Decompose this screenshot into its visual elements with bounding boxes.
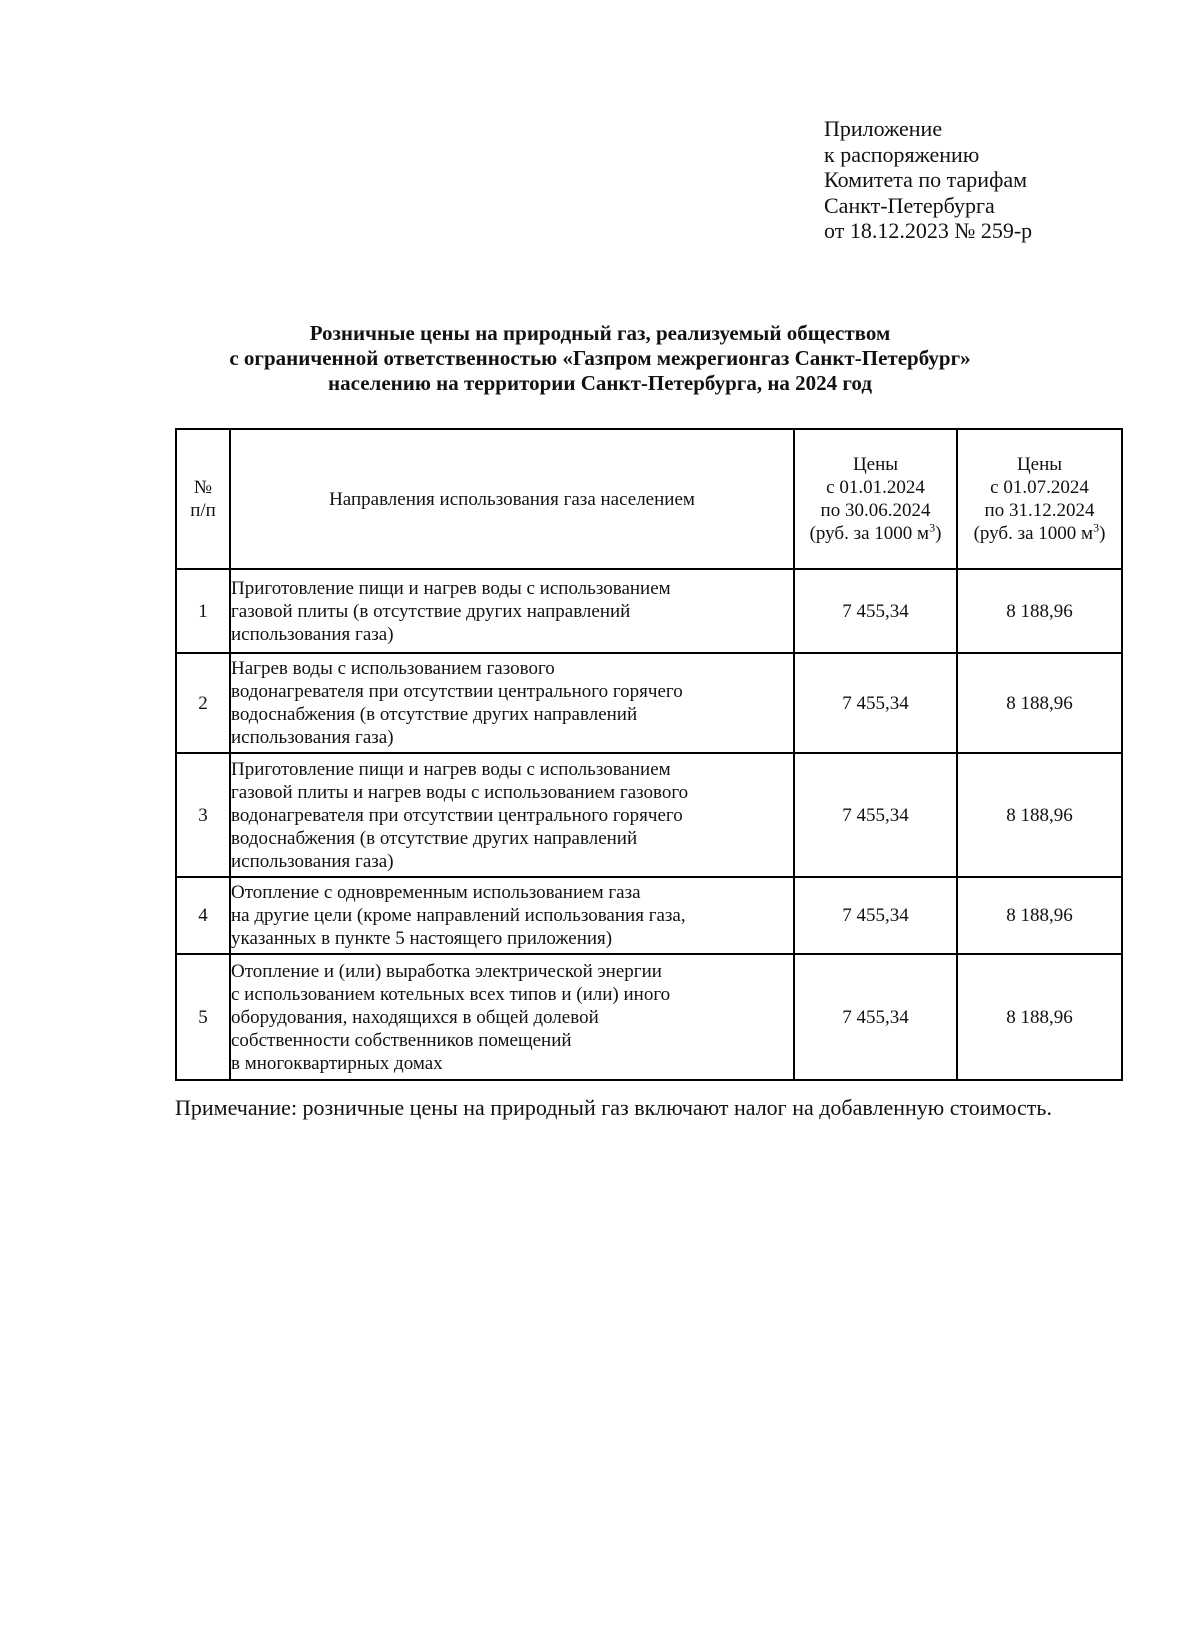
header-price-unit: [958, 522, 1121, 545]
row-description: [230, 877, 794, 954]
desc-line: Приготовление пищи и нагрев воды с использованием: [231, 758, 671, 780]
desc-line: водонагревателя при отсутствии центрального горячего: [231, 804, 683, 826]
row-number: 2: [176, 653, 230, 753]
table-row: [176, 877, 1122, 954]
row-price-first-half: 7 455,34: [794, 954, 957, 1080]
table-row: [176, 569, 1122, 653]
header-price-line: по 31.12.2024: [984, 500, 1095, 521]
appendix-block: [824, 116, 1032, 244]
desc-line: Нагрев воды с использованием газового: [231, 658, 555, 679]
header-price-line: по 30.06.2024: [820, 500, 931, 521]
desc-line: Приготовление пищи и нагрев воды с использованием: [231, 577, 671, 599]
header-price-line: с 01.07.2024: [990, 477, 1089, 498]
desc-line: водоснабжения (в отсутствие других направлений: [231, 704, 638, 725]
row-price-first-half: 7 455,34: [794, 569, 957, 653]
unit-sup: 3: [1093, 520, 1100, 535]
row-description: [230, 653, 794, 753]
unit-close: ): [935, 523, 942, 544]
row-price-first-half: 7 455,34: [794, 653, 957, 753]
header-price-line: Цены: [1016, 454, 1063, 475]
desc-line: Отопление с одновременным использованием газа: [231, 882, 641, 903]
table-row: [176, 753, 1122, 877]
header-description: Направления использования газа населением: [230, 429, 794, 569]
document-title: [100, 321, 1100, 396]
desc-line: водонагревателя при отсутствии центрального горячего: [231, 681, 683, 702]
title-line: с ограниченной ответственностью «Газпром межрегионгаз Санкт-Петербург»: [229, 346, 971, 370]
row-price-second-half: 8 188,96: [957, 753, 1122, 877]
row-description: [230, 954, 794, 1080]
table-header-row: [176, 429, 1122, 569]
desc-line: указанных в пункте 5 настоящего приложения): [231, 928, 613, 949]
row-price-second-half: 8 188,96: [957, 954, 1122, 1080]
desc-line: оборудования, находящихся в общей долевой: [231, 1006, 599, 1028]
unit-text: (руб. за 1000 м: [973, 523, 1094, 544]
row-price-second-half: 8 188,96: [957, 653, 1122, 753]
desc-line: с использованием котельных всех типов и (или) иного: [231, 983, 671, 1005]
title-line: населению на территории Санкт-Петербурга, на 2024 год: [328, 371, 872, 395]
desc-line: газовой плиты и нагрев воды с использованием газового: [231, 781, 689, 803]
row-description: [230, 569, 794, 653]
desc-line: газовой плиты (в отсутствие других направлений: [231, 600, 631, 622]
row-price-first-half: 7 455,34: [794, 753, 957, 877]
appendix-line: Приложение: [824, 116, 943, 141]
row-price-second-half: 8 188,96: [957, 877, 1122, 954]
appendix-line: к распоряжению: [824, 141, 980, 167]
row-number: 4: [176, 877, 230, 954]
header-price-line: с 01.01.2024: [826, 477, 925, 498]
appendix-line: от 18.12.2023 № 259-р: [824, 218, 1033, 243]
desc-line: Отопление и (или) выработка электрической энергии: [231, 960, 662, 982]
row-number: 5: [176, 954, 230, 1080]
desc-line: в многоквартирных домах: [231, 1052, 443, 1074]
desc-line: собственности собственников помещений: [231, 1029, 572, 1051]
header-price-unit: [795, 522, 956, 545]
row-number: 1: [176, 569, 230, 653]
desc-line: использования газа): [231, 623, 394, 645]
header-price-first-half: [794, 429, 957, 569]
price-table: [175, 428, 1123, 1081]
row-price-second-half: 8 188,96: [957, 569, 1122, 653]
unit-close: ): [1099, 523, 1106, 544]
unit-text: (руб. за 1000 м: [809, 523, 930, 544]
row-price-first-half: 7 455,34: [794, 877, 957, 954]
desc-line: на другие цели (кроме направлений использования газа,: [231, 905, 686, 926]
footnote: Примечание: розничные цены на природный газ включают налог на добавленную стоимость.: [175, 1095, 1052, 1120]
desc-line: использования газа): [231, 727, 394, 748]
header-price-second-half: [957, 429, 1122, 569]
unit-sup: 3: [929, 520, 936, 535]
appendix-line: Комитета по тарифам: [824, 167, 1028, 192]
title-line: Розничные цены на природный газ, реализуемый обществом: [309, 321, 891, 345]
header-num: [176, 429, 230, 569]
table-row: [176, 653, 1122, 753]
header-num-line: №: [193, 477, 213, 498]
appendix-line: Санкт-Петербурга: [824, 192, 995, 218]
row-number: 3: [176, 753, 230, 877]
desc-line: использования газа): [231, 850, 394, 872]
row-description: [230, 753, 794, 877]
desc-line: водоснабжения (в отсутствие других направлений: [231, 827, 638, 849]
header-num-line: п/п: [190, 500, 216, 521]
header-price-line: Цены: [852, 454, 899, 475]
table-row: [176, 954, 1122, 1080]
